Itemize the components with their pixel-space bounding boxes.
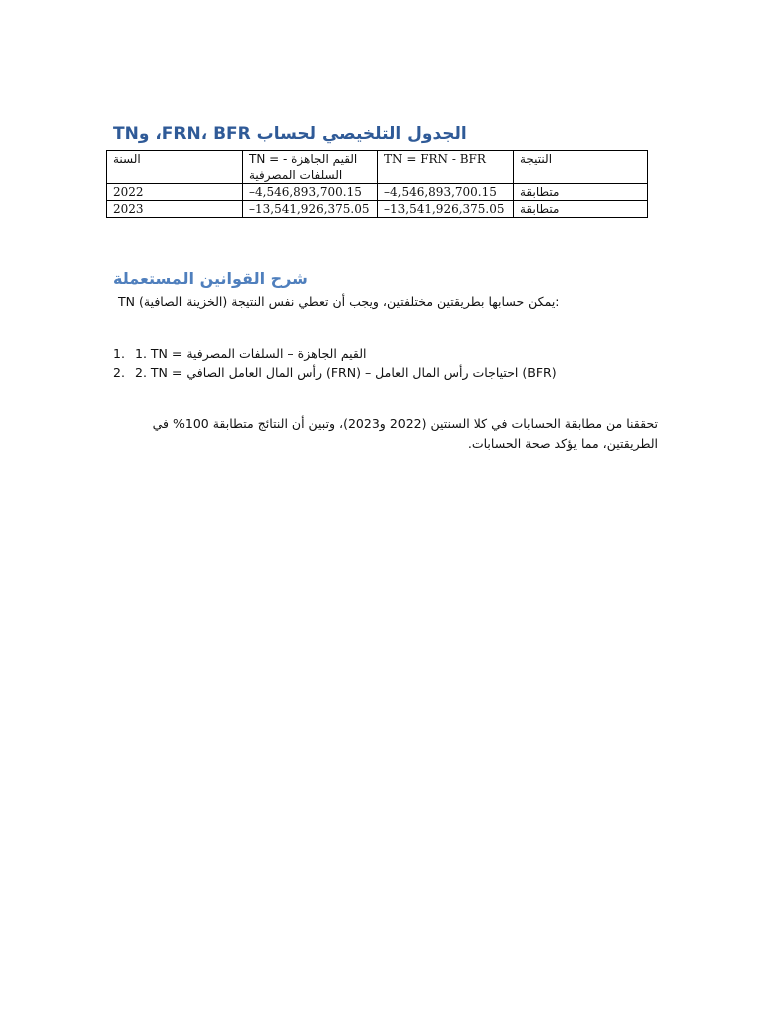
table-row xyxy=(107,184,648,201)
summary-table xyxy=(106,150,648,218)
formula-item-1 xyxy=(113,346,367,361)
formula-text: 2. TN = رأس المال العامل الصافي (FRN) – احتياجات رأس المال العامل (BFR) xyxy=(135,365,557,380)
cell-year: 2023 xyxy=(107,201,243,218)
intro-paragraph: TN (الخزينة الصافية) يمكن حسابها بطريقتين مختلفتين، ويجب أن تعطي نفس النتيجة: xyxy=(118,294,560,309)
formula-item-2 xyxy=(113,365,557,380)
header-tn-method-1: TN = القيم الجاهزة - السلفات المصرفية xyxy=(243,151,378,184)
page-title: الجدول التلخيصي لحساب FRN، BFR، وTN xyxy=(113,124,467,144)
list-number: 2. xyxy=(113,365,125,380)
cell-result: متطابقة xyxy=(514,184,648,201)
cell-tn-method-1: –13,541,926,375.05 xyxy=(243,201,378,218)
cell-year: 2022 xyxy=(107,184,243,201)
header-result: النتيجة xyxy=(514,151,648,184)
conclusion-paragraph: تحققنا من مطابقة الحسابات في كلا السنتين (2022 و2023)، وتبين أن النتائج متطابقة 100% في الطريقتين، مما يؤكد صحة الحسابات. xyxy=(152,416,658,451)
cell-tn-method-2: –4,546,893,700.15 xyxy=(378,184,514,201)
header-year: السنة xyxy=(107,151,243,184)
cell-result: متطابقة xyxy=(514,201,648,218)
section-title: شرح القوانين المستعملة xyxy=(113,269,308,288)
cell-tn-method-1: –4,546,893,700.15 xyxy=(243,184,378,201)
table-row xyxy=(107,201,648,218)
list-number: 1. xyxy=(113,346,125,361)
header-tn-method-2: TN = FRN - BFR xyxy=(378,151,514,184)
formula-text: 1. TN = القيم الجاهزة – السلفات المصرفية xyxy=(135,346,367,361)
table-header-row xyxy=(107,151,648,184)
cell-tn-method-2: –13,541,926,375.05 xyxy=(378,201,514,218)
